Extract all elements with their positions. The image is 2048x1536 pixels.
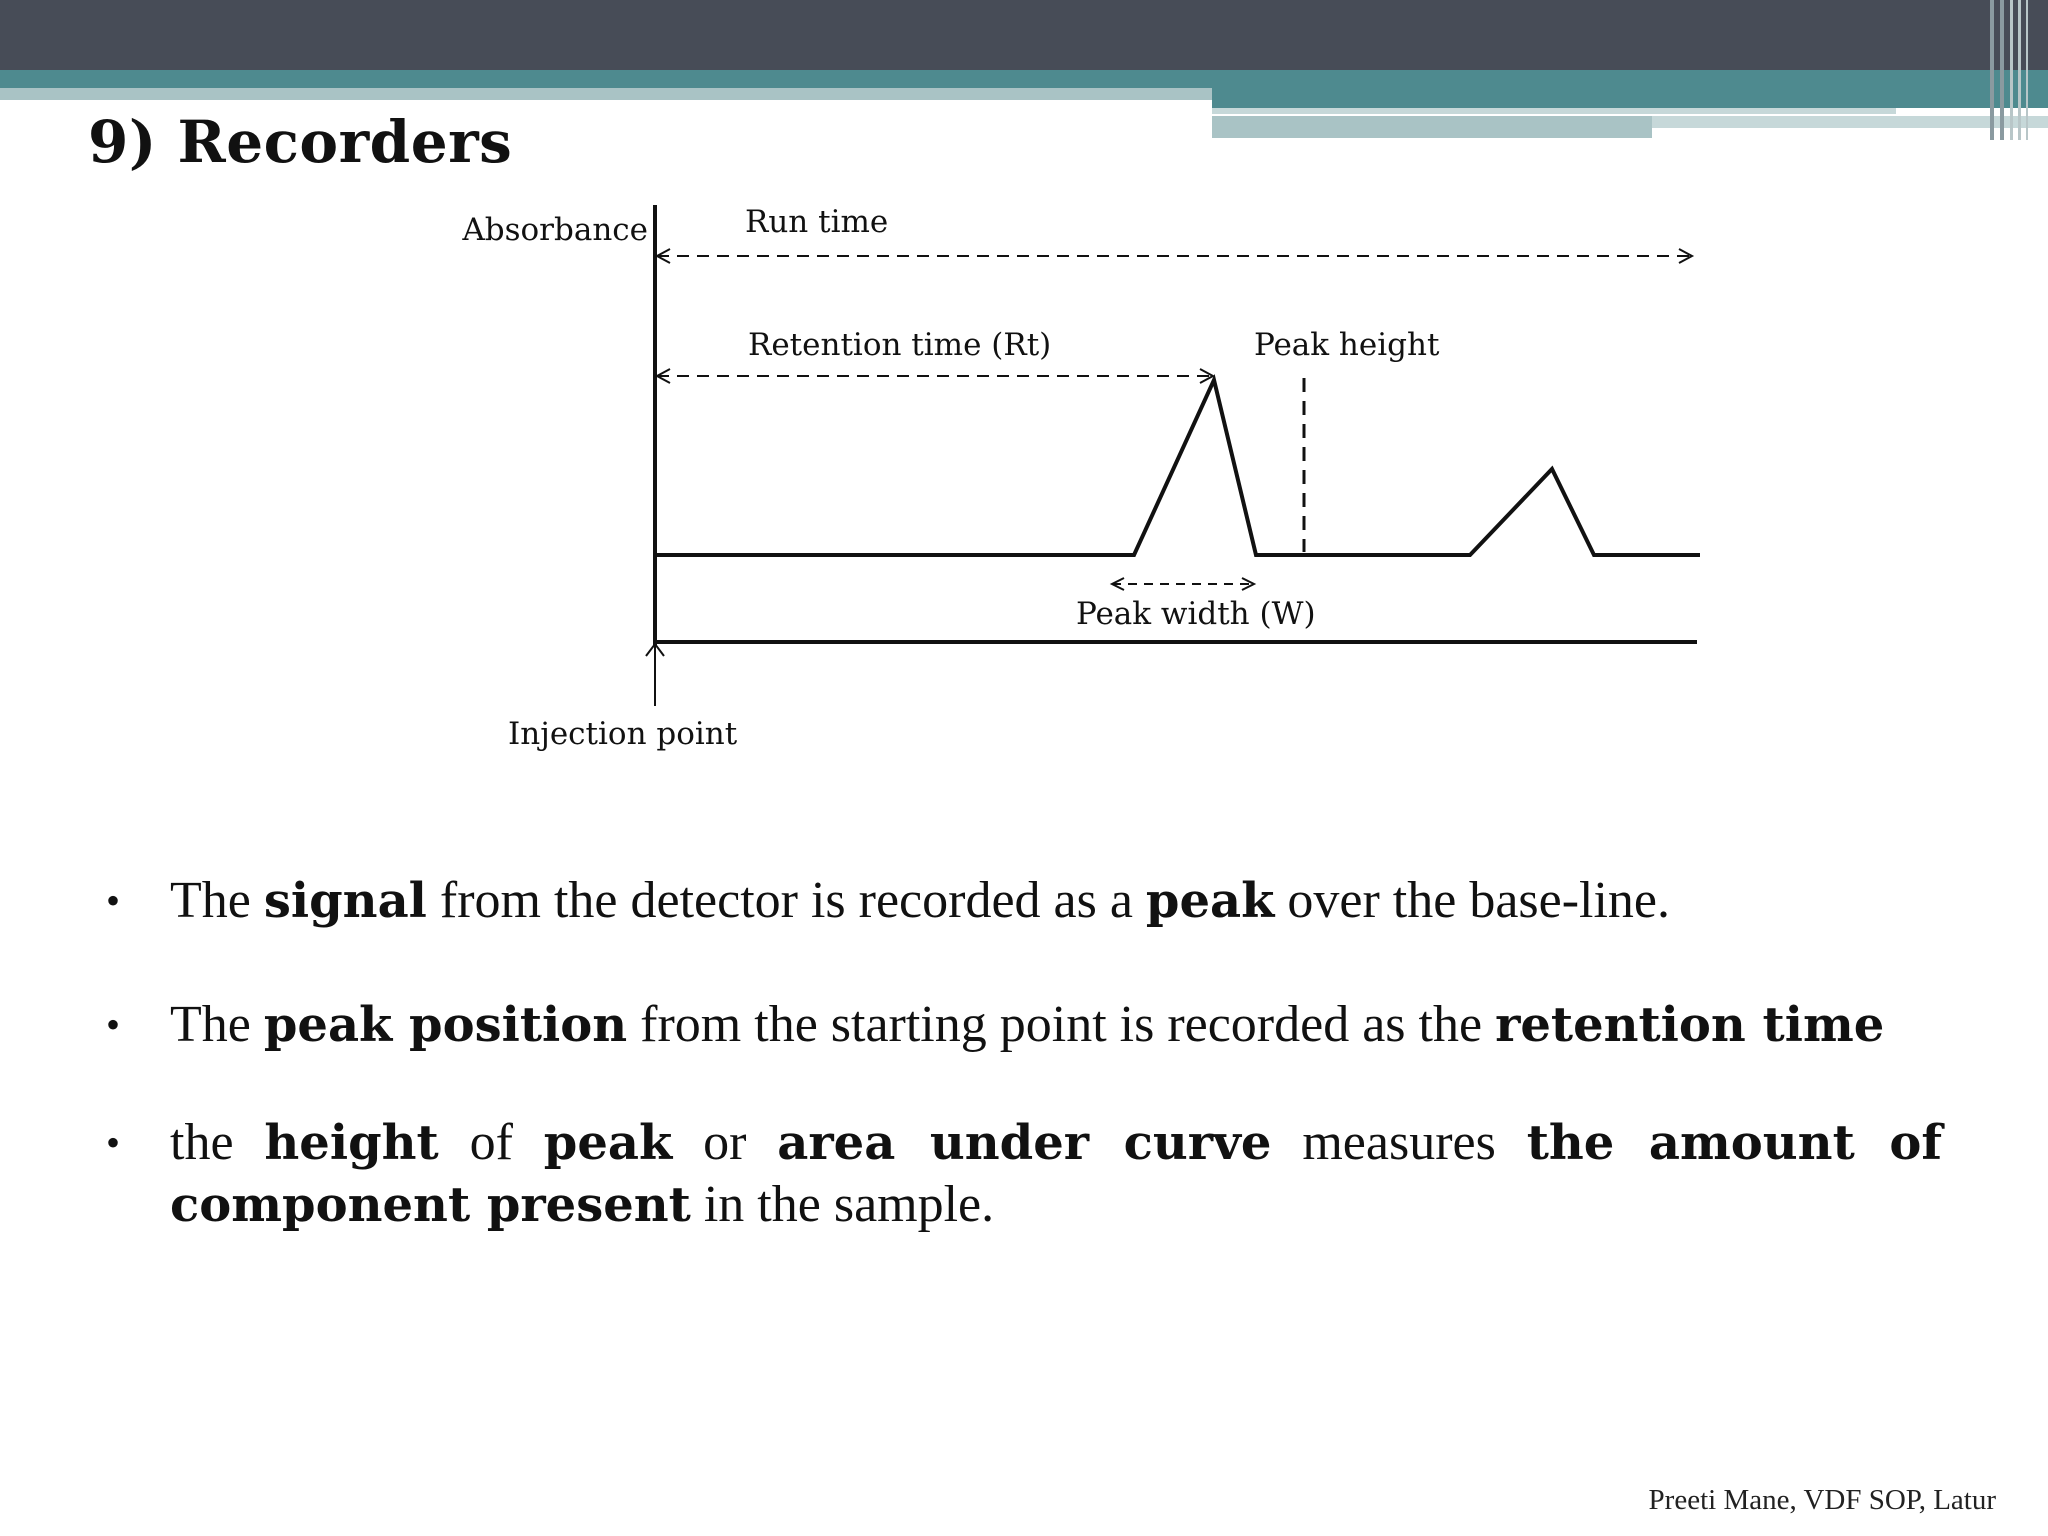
bullet-text — [170, 872, 1670, 929]
text-run: from the starting point is recorded as the — [627, 996, 1496, 1053]
bold-term: height — [264, 1115, 439, 1171]
signal-trace — [655, 380, 1700, 555]
bold-term: peak — [543, 1115, 673, 1171]
text-run: measures — [1271, 1114, 1527, 1171]
footer-credit: Preeti Mane, VDF SOP, Latur — [1648, 1484, 1996, 1516]
bullet-item — [106, 994, 1942, 1056]
bold-term: retention time — [1495, 997, 1885, 1053]
bold-term: signal — [263, 873, 427, 929]
bold-term: peak position — [263, 997, 628, 1053]
bullet-text — [170, 996, 1884, 1053]
bullet-item — [106, 870, 1942, 932]
peak-width-label: Peak width (W) — [1076, 596, 1316, 632]
bold-term: peak — [1145, 873, 1275, 929]
bold-term: the amount of component present — [170, 1115, 1942, 1233]
peak-height-label: Peak height — [1254, 327, 1440, 363]
text-run: in the sample. — [690, 1176, 995, 1233]
bullet-item — [106, 1112, 1942, 1236]
text-run: from the detector is recorded as a — [426, 872, 1146, 929]
injection-point-label: Injection point — [508, 716, 738, 752]
run-time-label: Run time — [745, 204, 889, 240]
retention-time-label: Retention time (Rt) — [748, 327, 1052, 363]
bullet-icon: • — [106, 878, 121, 923]
y-axis-label: Absorbance — [462, 212, 648, 248]
text-run: The — [170, 996, 264, 1053]
text-run: or — [672, 1114, 778, 1171]
chromatogram-diagram — [400, 190, 1740, 770]
bold-term: area under curve — [777, 1115, 1272, 1171]
bullet-icon: • — [106, 1002, 121, 1047]
text-run: The — [170, 872, 264, 929]
text-run: of — [438, 1114, 544, 1171]
text-run: the — [170, 1114, 265, 1171]
bullet-icon: • — [106, 1120, 121, 1165]
text-run: over the base-line. — [1274, 872, 1671, 929]
slide-title: 9) Recorders — [88, 108, 513, 176]
bullet-text — [170, 1114, 1942, 1233]
bullet-list — [106, 870, 1942, 1236]
